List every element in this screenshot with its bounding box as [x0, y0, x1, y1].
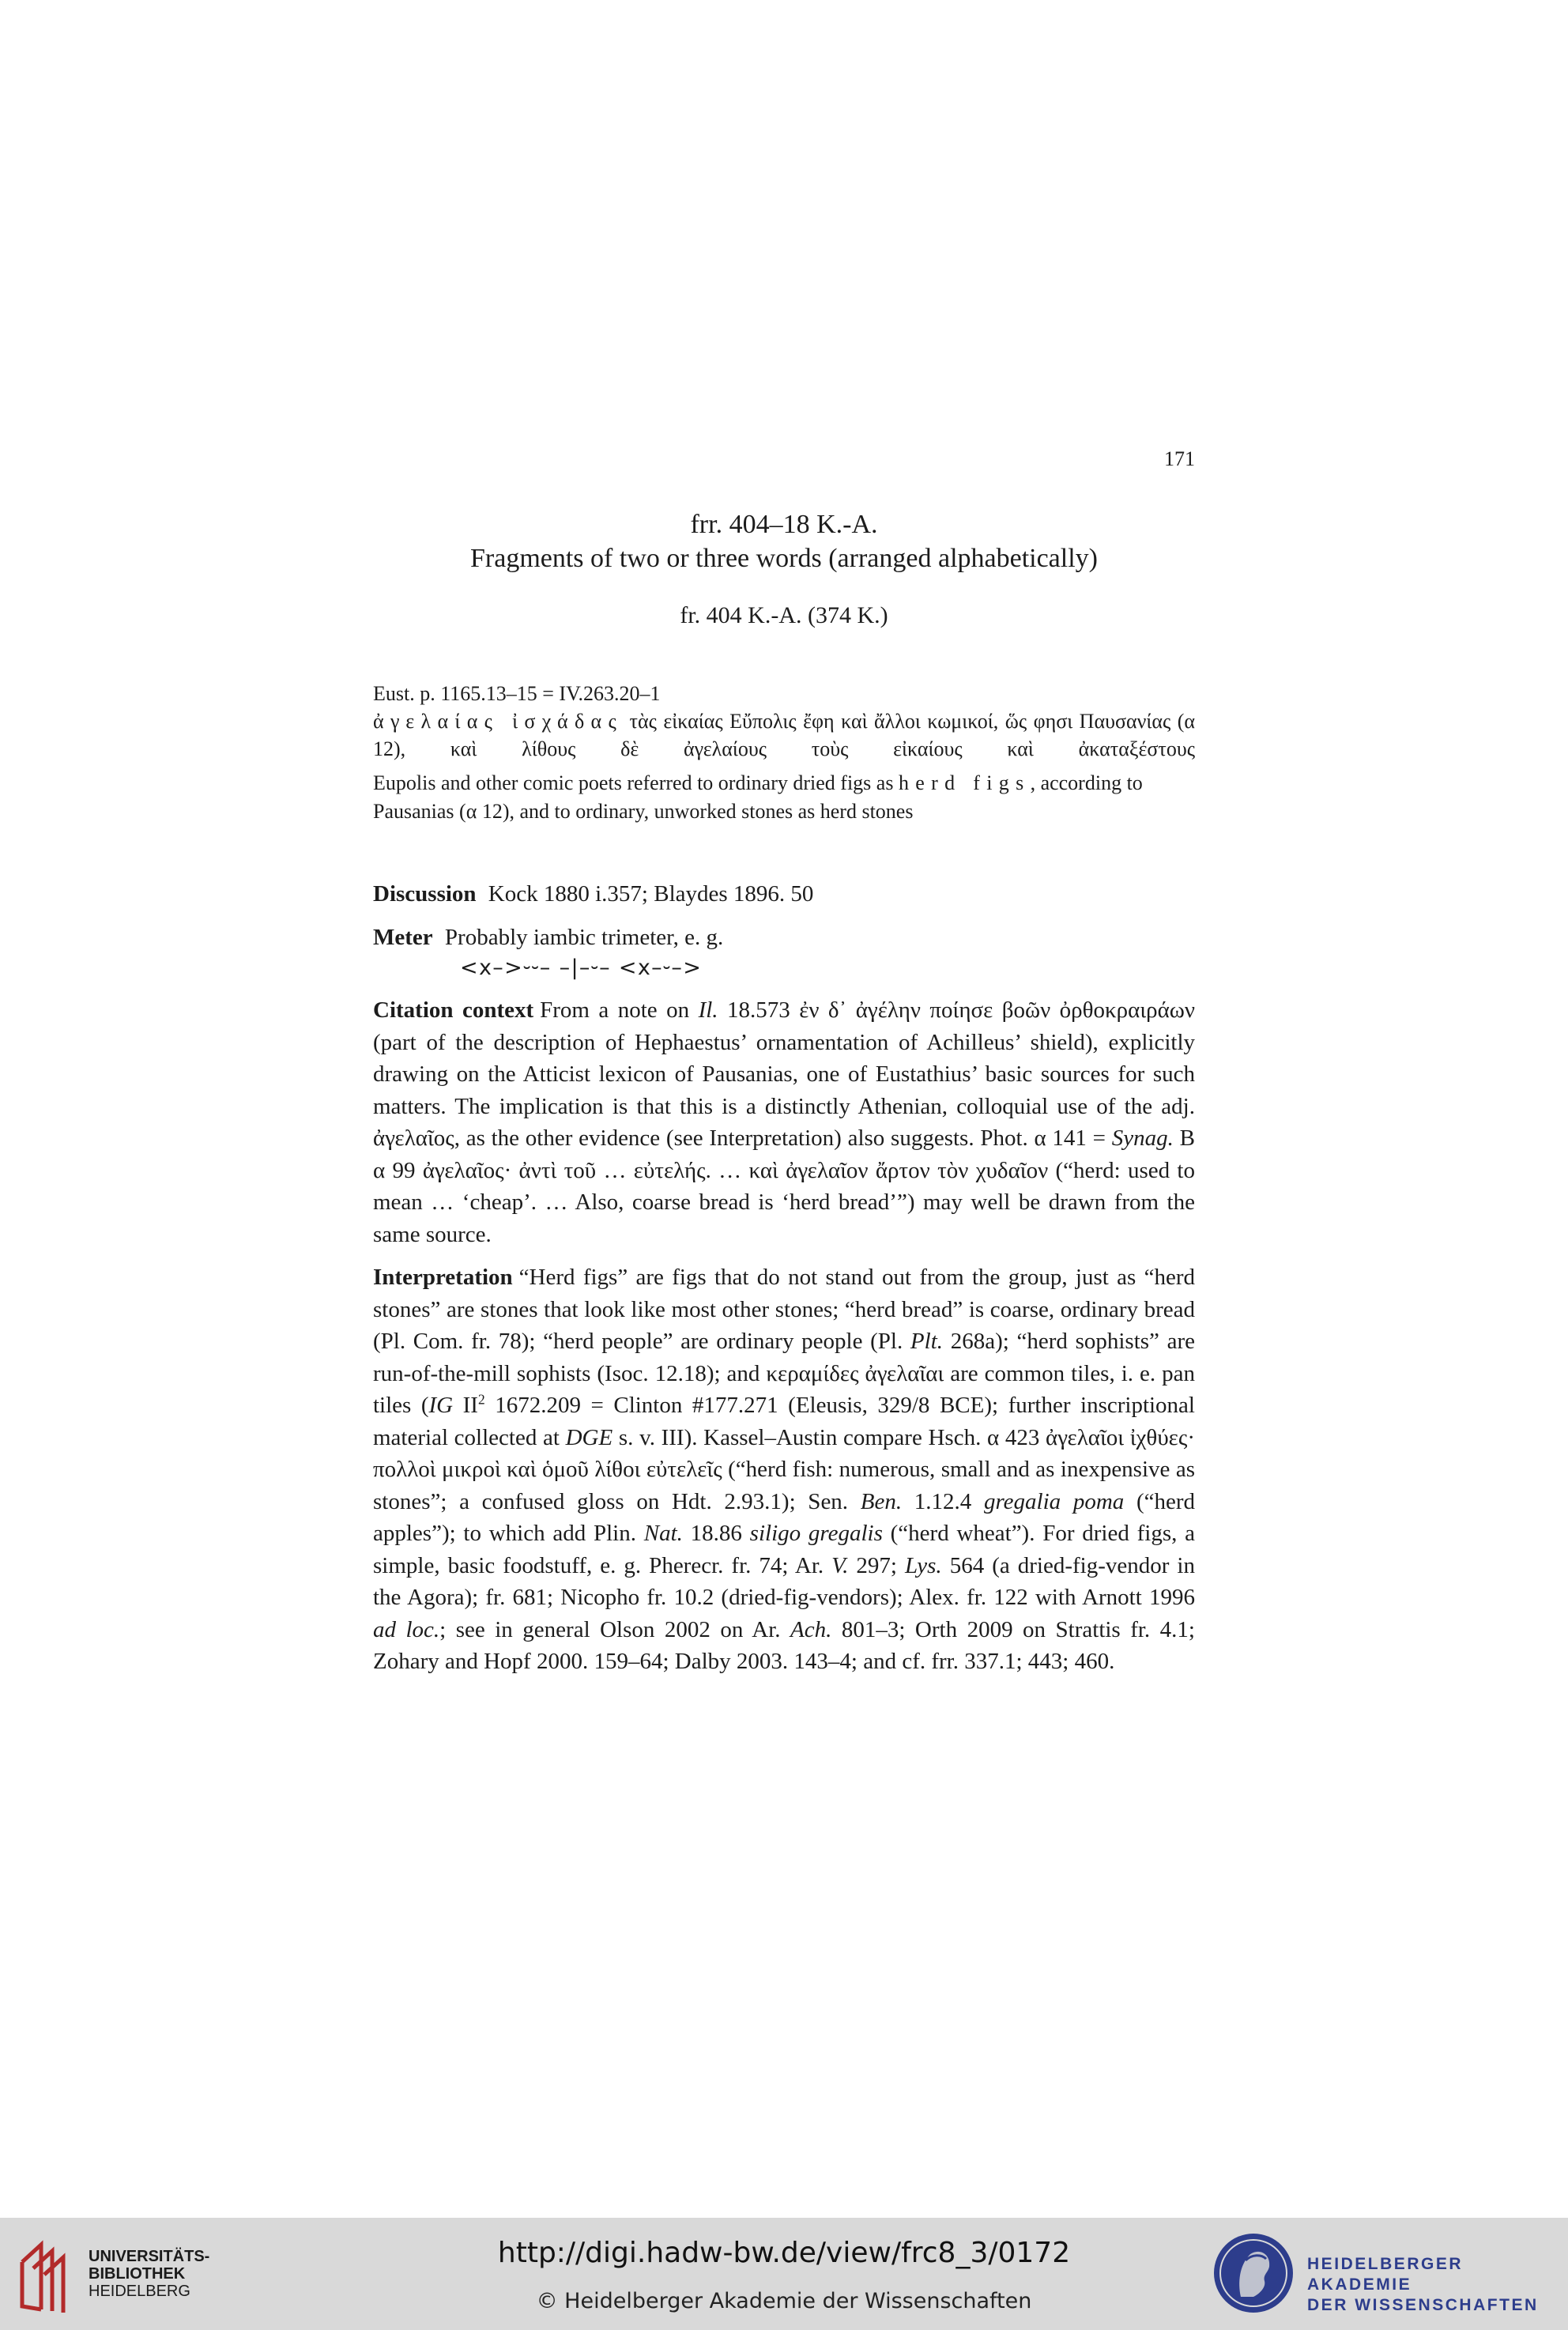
- copyright-notice: © Heidelberger Akademie der Wissenschaften: [536, 2289, 1032, 2313]
- fragment-range-title: frr. 404–18 K.-A.: [690, 510, 878, 539]
- permalink-url[interactable]: http://digi.hadw-bw.de/view/frc8_3/0172: [497, 2237, 1071, 2269]
- academy-name: HEIDELBERGER AKADEMIE DER WISSENSCHAFTEN: [1307, 2255, 1539, 2314]
- section-heading: [373, 507, 1195, 629]
- greek-source-rest: τὰς εἰκαίας Εὔπολις ἔφη καὶ ἄλλοι κωμικοί, ὥς φησι Παυσανίας (α 12), καὶ λίθους δὲ ἀγελαίους τοὺς εἰκαίους καὶ ἀκαταξέστους: [373, 710, 1195, 760]
- commentary-body: [373, 680, 1195, 1678]
- university-library-name: UNIVERSITÄTS- BIBLIOTHEK HEIDELBERG: [89, 2248, 210, 2300]
- citation-context-label: Citation context: [373, 997, 534, 1023]
- translation-lemma: herd figs: [898, 771, 1031, 794]
- fragment-alt-number: (374 K.): [808, 602, 888, 628]
- meter-section: [373, 922, 1195, 984]
- discussion-section: [373, 878, 1195, 911]
- meter-text: Probably iambic trimeter, e. g.: [444, 924, 724, 950]
- citation-context-section: Citation context From a note on Il. 18.573 ἐν δ᾽ ἀγέλην ποίησε βοῶν ὀρθοκραιράων (part of the description of Hephaestus’ ornamentation of Achilleus’ shield), explicitly drawing on the Atticist lexicon of Pausanias, one of Eustathius’ basic sources for such matters. The implication is that this is a distinctly Athenian, colloquial use of the adj. ἀγελαῖος, as the other evidence (see Interpretation) also suggests. Phot. α 141 = Synag. B α 99 ἀγελαῖος· ἀντὶ τοῦ … εὐτελής. … καὶ ἀγελαῖον ἄρτον τὸν χυδαῖον (“herd: used to mean … ‘cheap’. … Also, coarse bread is ‘herd bread’”) may well be drawn from the same source.: [373, 997, 1196, 1247]
- page-number: 171: [1164, 447, 1195, 470]
- greek-source-text: [373, 707, 1195, 763]
- source-citation: Eust. p. 1165.13–15 = IV.263.20–1: [373, 682, 661, 705]
- source-translation: Eupolis and other comic poets referred to ordinary dried figs as herd figs, according to Pausanias (α 12), and to ordinary, unworked stones as herd stones: [373, 771, 1143, 823]
- source-block: [373, 680, 1195, 826]
- academy-seal-icon: [1211, 2230, 1296, 2316]
- fragment-number: fr. 404 K.-A.: [680, 602, 802, 628]
- discussion-label: Discussion: [373, 881, 477, 907]
- lemma-spaced: ἀγελαίας ἰσχάδας: [373, 710, 624, 733]
- section-subtitle: Fragments of two or three words (arranged alphabetically): [470, 544, 1098, 573]
- meter-scheme: <x–>⏑⏑– –|–⏑– <x–⏑–>: [460, 956, 703, 980]
- footer-band: [0, 2218, 1568, 2330]
- fragment-heading: [373, 602, 1195, 629]
- interpretation-label: Interpretation: [373, 1265, 513, 1290]
- interpretation-section: Interpretation “Herd figs” are figs that do not stand out from the group, just as “herd stones” are stones that look like most other stones; “herd bread” is coarse, ordinary bread (Pl. Com. fr. 78); “herd people” are ordinary people (Pl. Plt. 268a); “herd sophists” are run-of-the-mill sophists (Isoc. 12.18); and κεραμίδες ἀγελαῖαι are common tiles, i. e. pan tiles (IG $II^2$ 1672.209 = Clinton #177.271 (Eleusis, 329/8 BCE); further inscriptional material collected at DGE s. v. III). Kassel–Austin compare Hsch. α 423 ἀγελαῖοι ἰχθύες· πολλοὶ μικροὶ καὶ ὁμοῦ λίθοι εὐτελεῖς (“herd fish: numerous, small and as inexpensive as stones”; a confused gloss on Hdt. 2.93.1); Sen. Ben. 1.12.4 gregalia poma (“herd apples”); to which add Plin. Nat. 18.86 siligo gregalis (“herd wheat”). For dried figs, a simple, basic foodstuff, e. g. Pherecr. fr. 74; Ar. V. 297; Lys. 564 (a dried-fig-vendor in the Agora); fr. 681; Nicopho fr. 10.2 (dried-fig-vendors); Alex. fr. 122 with Arnott 1996 ad loc.; see in general Olson 2002 on Ar. Ach. 801–3; Orth 2009 on Strattis fr. 4.1; Zohary and Hopf 2000. 159–64; Dalby 2003. 143–4; and cf. frr. 337.1; 443; 460.: [373, 1265, 1196, 1674]
- meter-label: Meter: [373, 924, 433, 950]
- discussion-text: Kock 1880 i.357; Blaydes 1896. 50: [488, 881, 814, 907]
